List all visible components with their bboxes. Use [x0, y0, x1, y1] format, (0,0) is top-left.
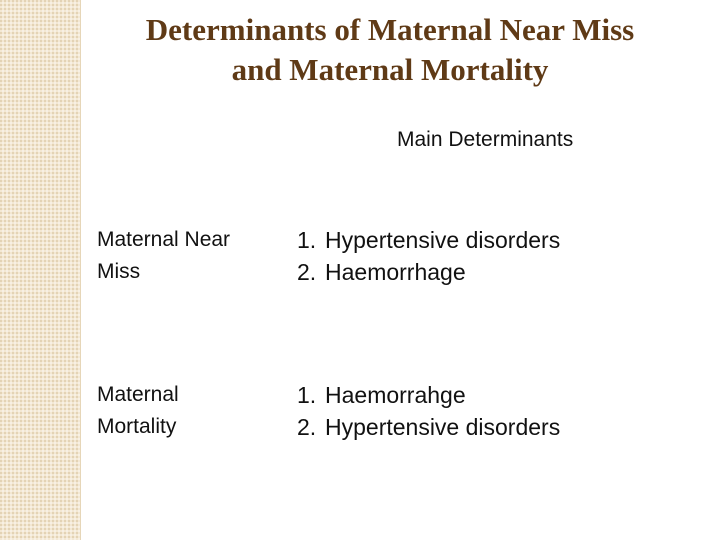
slide-title-line-1: Determinants of Maternal Near Miss	[145, 12, 635, 47]
list-item-number: 2.	[297, 259, 317, 285]
list-item-text: Hypertensive disorders	[325, 227, 561, 253]
row-label-line-1: Maternal Near	[97, 228, 231, 251]
row-label-line-2: Mortality	[97, 415, 177, 438]
list-item-number: 2.	[297, 414, 317, 440]
determinants-list	[297, 224, 560, 288]
list-item-text: Hypertensive disorders	[325, 414, 561, 440]
list-item-text: Haemorrhage	[325, 259, 466, 285]
list-item-text: Haemorrahge	[325, 382, 466, 408]
slide-title	[90, 10, 690, 90]
decorative-side-strip	[0, 0, 81, 540]
list-item-number: 1.	[297, 227, 317, 253]
row-label-line-2: Miss	[97, 260, 141, 283]
slide-title-line-2: and Maternal Mortality	[231, 52, 549, 87]
list-item	[297, 379, 560, 411]
list-item	[297, 411, 560, 443]
row-label	[97, 224, 277, 288]
row-label	[97, 379, 277, 443]
list-item-number: 1.	[297, 382, 317, 408]
row-label-line-1: Maternal	[97, 383, 179, 406]
list-item	[297, 224, 560, 256]
column-header-main-determinants: Main Determinants	[397, 128, 574, 151]
list-item	[297, 256, 560, 288]
determinants-list	[297, 379, 560, 443]
